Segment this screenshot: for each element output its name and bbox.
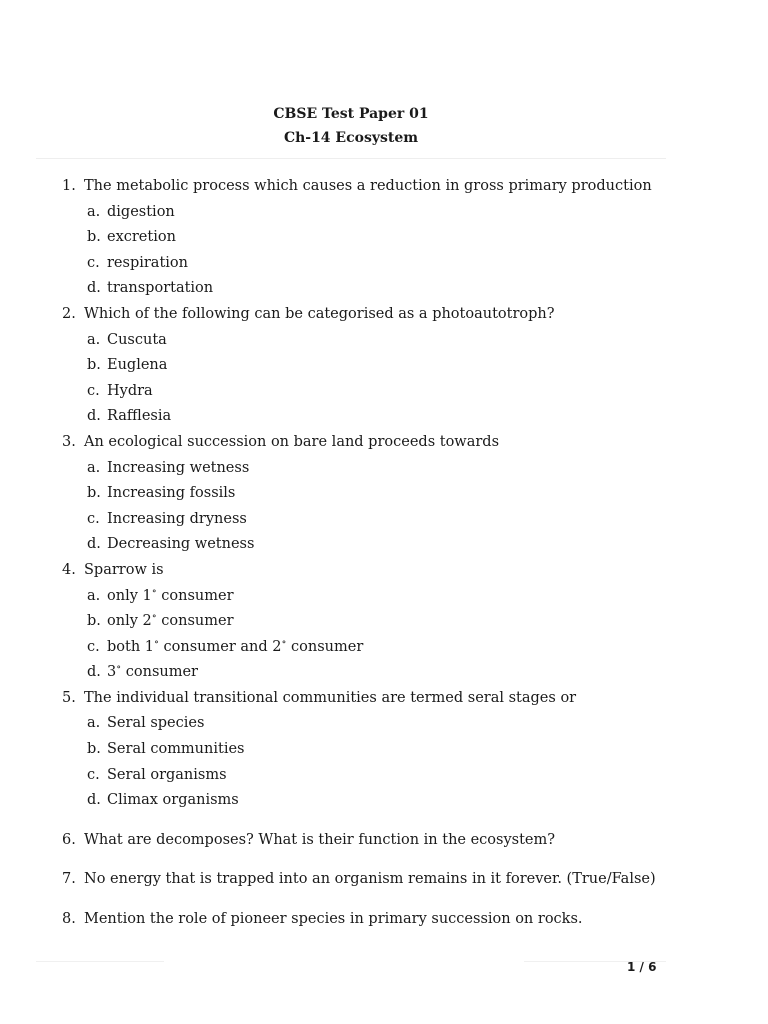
option-letter: a.	[87, 331, 101, 348]
option-letter: d.	[87, 536, 101, 553]
option-text	[107, 635, 363, 661]
option-item	[87, 763, 702, 789]
chapter-title: Ch-14 Ecosystem	[283, 130, 419, 146]
option-text: excretion	[107, 229, 176, 246]
option-text: Seral organisms	[107, 766, 227, 783]
option-letter: c.	[87, 254, 100, 271]
question-number: 4.	[62, 561, 76, 578]
question-row	[62, 430, 702, 456]
option-text-part: 3	[107, 664, 117, 681]
question-number: 6.	[62, 831, 76, 848]
question-number: 8.	[62, 911, 76, 928]
option-text-part: consumer	[121, 664, 198, 681]
option-item	[87, 379, 702, 405]
option-item	[87, 635, 702, 661]
option-item	[87, 225, 702, 251]
question-row	[62, 302, 702, 328]
question-text: An ecological succession on bare land proceeds towards	[84, 433, 500, 450]
degree-superscript: ∘	[116, 662, 122, 674]
option-text: Seral communities	[107, 741, 245, 758]
paper-title: CBSE Test Paper 01	[273, 106, 429, 122]
option-text-part: 2	[142, 613, 152, 630]
option-letter: d.	[87, 408, 101, 425]
option-text-part: 1	[144, 638, 155, 655]
option-letter: c.	[87, 382, 100, 399]
question-text: Mention the role of pioneer species in primary succession on rocks.	[84, 911, 583, 928]
degree-superscript: ∘	[151, 611, 157, 623]
option-list	[87, 200, 702, 302]
degree-superscript: ∘	[154, 636, 159, 648]
option-item	[87, 660, 702, 686]
option-text-part: consumer	[156, 613, 234, 630]
option-letter: d.	[87, 280, 101, 297]
question-row	[62, 686, 702, 712]
question-number: 5.	[62, 689, 76, 706]
option-letter: d.	[87, 664, 101, 681]
question-text: Which of the following can be categorised as a photoautotroph?	[84, 305, 555, 322]
question-row	[62, 828, 702, 854]
option-letter: b.	[87, 741, 101, 758]
question-row	[62, 907, 702, 933]
option-text: Hydra	[107, 382, 153, 399]
option-item	[87, 456, 702, 482]
question-row	[62, 174, 702, 200]
option-text-part: both	[107, 638, 145, 655]
question-text: The individual transitional communities are termed seral stages or	[84, 689, 577, 706]
option-text: transportation	[107, 280, 214, 297]
option-text	[107, 609, 234, 635]
question-item	[62, 302, 702, 430]
option-item	[87, 532, 702, 558]
question-number: 3.	[62, 433, 76, 450]
question-text: Sparrow is	[84, 561, 164, 578]
header-divider	[36, 158, 666, 159]
option-item	[87, 788, 702, 814]
option-item	[87, 328, 702, 354]
option-list	[87, 584, 702, 686]
option-text: Increasing wetness	[107, 459, 250, 476]
question-text: The metabolic process which causes a reduction in gross primary production	[84, 178, 652, 194]
question-item	[62, 686, 702, 814]
page-number: 1 / 6	[627, 960, 657, 974]
question-list	[62, 174, 702, 933]
option-item	[87, 276, 702, 302]
option-letter: a.	[87, 203, 101, 220]
option-text-part: only	[107, 613, 143, 630]
option-item	[87, 737, 702, 763]
option-text: Climax organisms	[107, 792, 239, 809]
option-letter: b.	[87, 357, 101, 374]
question-row	[62, 558, 702, 584]
option-letter: a.	[87, 715, 101, 732]
option-letter: c.	[87, 766, 100, 783]
option-text: Seral species	[107, 715, 205, 732]
option-item	[87, 200, 702, 226]
option-text: Increasing dryness	[107, 510, 247, 527]
option-text: Increasing fossils	[107, 485, 236, 502]
option-text: Rafflesia	[107, 408, 172, 425]
option-text: respiration	[107, 254, 188, 271]
option-text: Euglena	[107, 357, 168, 374]
document-header	[0, 102, 702, 150]
option-text-part: 2	[272, 638, 282, 655]
option-letter: c.	[87, 510, 100, 527]
option-item	[87, 609, 702, 635]
question-item	[62, 430, 702, 558]
degree-superscript: ∘	[151, 585, 157, 597]
option-text-part: 1	[142, 587, 152, 604]
option-item	[87, 251, 702, 277]
option-item	[87, 584, 702, 610]
option-text: digestion	[107, 203, 175, 220]
option-letter: b.	[87, 485, 101, 502]
question-text: No energy that is trapped into an organism remains in it forever. (True/False)	[84, 871, 656, 888]
option-letter: a.	[87, 459, 101, 476]
question-text: What are decomposes? What is their function in the ecosystem?	[84, 831, 556, 848]
option-text	[107, 584, 234, 610]
option-text-part: only	[107, 587, 143, 604]
option-item	[87, 481, 702, 507]
option-text: Cuscuta	[107, 331, 167, 348]
option-text-part: consumer and	[158, 638, 273, 655]
option-letter: c.	[87, 638, 100, 655]
option-letter: b.	[87, 613, 101, 630]
question-number: 7.	[62, 871, 76, 888]
footer-divider-left	[36, 961, 164, 962]
option-list	[87, 456, 702, 558]
question-number: 1.	[62, 178, 76, 194]
option-item	[87, 353, 702, 379]
question-item	[62, 174, 702, 302]
option-text	[107, 660, 198, 686]
option-text: Decreasing wetness	[107, 536, 255, 553]
option-text-part: consumer	[286, 638, 364, 655]
question-row	[62, 867, 702, 893]
option-text-part: consumer	[156, 587, 234, 604]
question-item	[62, 867, 702, 893]
question-item	[62, 907, 702, 933]
option-item	[87, 507, 702, 533]
option-list	[87, 711, 702, 813]
question-item	[62, 558, 702, 686]
option-item	[87, 404, 702, 430]
option-letter: a.	[87, 587, 101, 604]
option-item	[87, 711, 702, 737]
question-number: 2.	[62, 305, 76, 322]
option-list	[87, 328, 702, 430]
degree-superscript: ∘	[281, 636, 287, 648]
option-letter: b.	[87, 229, 101, 246]
question-item	[62, 828, 702, 854]
option-letter: d.	[87, 792, 101, 809]
